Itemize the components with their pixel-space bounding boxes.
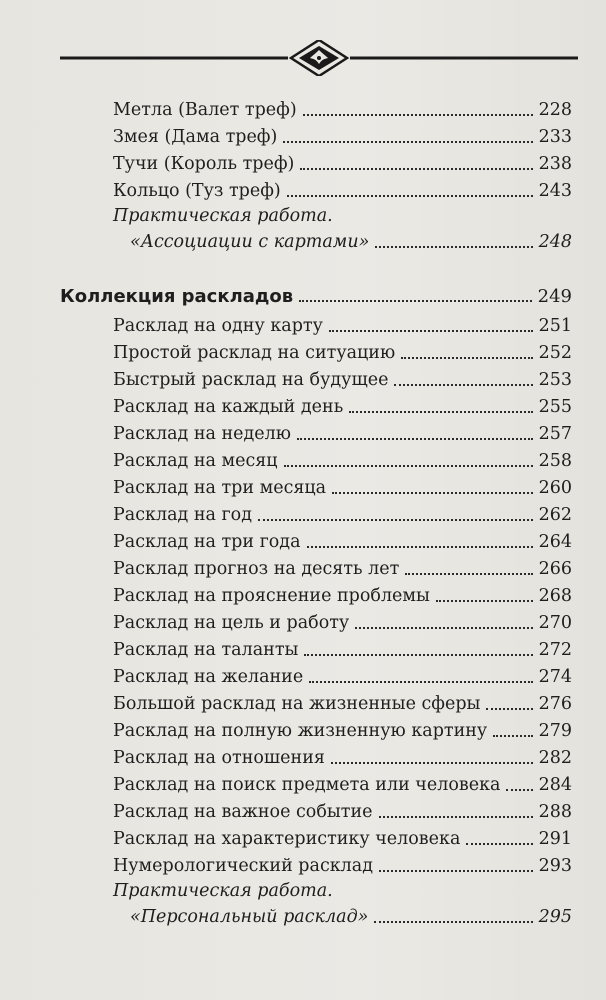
leader-dots	[375, 245, 532, 248]
entry-title: Расклад на месяц	[113, 450, 278, 471]
toc-entry[interactable]	[60, 825, 572, 852]
toc-entry[interactable]	[60, 744, 572, 771]
leader-dots	[307, 545, 533, 548]
toc-entry[interactable]	[60, 636, 572, 663]
practical-work-heading	[60, 204, 572, 228]
entry-title: Простой расклад на ситуацию	[113, 342, 396, 363]
toc-entry[interactable]	[60, 366, 572, 393]
section-title: Коллекция раскладов	[60, 285, 294, 307]
entry-page: 253	[538, 369, 572, 390]
toc-entry[interactable]	[60, 771, 572, 798]
leader-dots	[283, 140, 532, 143]
practical-label: Практическая работа.	[113, 881, 333, 901]
table-of-contents	[60, 96, 572, 930]
leader-dots	[486, 707, 532, 710]
leader-dots	[394, 383, 532, 386]
leader-dots	[379, 815, 533, 818]
toc-entry[interactable]	[60, 582, 572, 609]
toc-entry[interactable]	[60, 96, 572, 123]
entry-page: 252	[538, 342, 572, 363]
leader-dots	[303, 113, 533, 116]
leader-dots	[436, 599, 533, 602]
leader-dots	[506, 788, 532, 791]
entry-title: Расклад на три года	[113, 531, 301, 552]
entry-page: 276	[538, 693, 572, 714]
toc-entry[interactable]	[60, 663, 572, 690]
entry-title: Расклад на таланты	[113, 639, 299, 660]
entry-page: 272	[538, 639, 572, 660]
entry-title: Расклад прогноз на десять лет	[113, 558, 400, 579]
leader-dots	[329, 329, 533, 332]
entry-page: 274	[538, 666, 572, 687]
entry-page: 270	[538, 612, 572, 633]
toc-entry[interactable]	[60, 474, 572, 501]
entry-page: 288	[538, 801, 572, 822]
leader-dots	[355, 626, 532, 629]
entry-page: 264	[538, 531, 572, 552]
toc-entry[interactable]	[60, 717, 572, 744]
leader-dots	[374, 920, 532, 923]
practical-title: «Персональный расклад»	[130, 906, 369, 927]
entry-page: 284	[538, 774, 572, 795]
section-heading[interactable]	[60, 281, 572, 311]
leader-dots	[284, 464, 533, 467]
entry-title: Быстрый расклад на будущее	[113, 369, 389, 390]
entry-page: 258	[538, 450, 572, 471]
entry-page: 233	[538, 126, 572, 147]
toc-entry-practical[interactable]	[60, 903, 572, 930]
leader-dots	[332, 491, 532, 494]
leader-dots	[349, 410, 532, 413]
toc-entry[interactable]	[60, 339, 572, 366]
entry-list	[60, 312, 572, 879]
entry-title: Расклад на три месяца	[113, 477, 327, 498]
entry-page: 291	[538, 828, 572, 849]
entry-title: Тучи (Король треф)	[113, 153, 295, 174]
entry-page: 257	[538, 423, 572, 444]
entry-title: Расклад на важное событие	[113, 801, 373, 822]
entry-title: Расклад на цель и работу	[113, 612, 350, 633]
entry-title: Расклад на прояснение проблемы	[113, 585, 430, 606]
toc-entry[interactable]	[60, 447, 572, 474]
toc-entry[interactable]	[60, 690, 572, 717]
toc-entry[interactable]	[60, 393, 572, 420]
leader-dots	[466, 842, 532, 845]
entry-page: 243	[538, 180, 572, 201]
leader-dots	[258, 518, 533, 521]
entry-page: 228	[538, 99, 572, 120]
entry-title: Змея (Дама треф)	[113, 126, 278, 147]
entry-page: 262	[538, 504, 572, 525]
entry-page: 238	[538, 153, 572, 174]
leader-dots	[401, 356, 532, 359]
practical-title: «Ассоциации с картами»	[130, 231, 370, 252]
practical-work-heading	[60, 879, 572, 903]
entry-page: 248	[538, 231, 572, 252]
entry-title: Расклад на одну карту	[113, 315, 323, 336]
leader-dots	[331, 761, 533, 764]
entry-page: 260	[538, 477, 572, 498]
entry-title: Расклад на полную жизненную картину	[113, 720, 488, 741]
entry-title: Большой расклад на жизненные сферы	[113, 693, 481, 714]
entry-title: Кольцо (Туз треф)	[113, 180, 281, 201]
entry-page: 279	[538, 720, 572, 741]
entry-page: 293	[538, 855, 572, 876]
entry-page: 251	[538, 315, 572, 336]
entry-title: Нумерологический расклад	[113, 855, 374, 876]
entry-page: 255	[538, 396, 572, 417]
entry-title: Расклад на поиск предмета или человека	[113, 774, 501, 795]
toc-entry[interactable]	[60, 312, 572, 339]
leader-dots	[304, 653, 532, 656]
entry-title: Расклад на каждый день	[113, 396, 344, 417]
leader-dots	[287, 194, 533, 197]
toc-entry[interactable]	[60, 852, 572, 879]
toc-entry[interactable]	[60, 501, 572, 528]
leader-dots	[309, 680, 532, 683]
leader-dots	[300, 167, 532, 170]
leader-dots	[493, 734, 532, 737]
entry-page: 295	[538, 906, 572, 927]
entry-title: Расклад на желание	[113, 666, 304, 687]
entry-title: Расклад на год	[113, 504, 252, 525]
fleur-ornament-icon	[60, 40, 578, 76]
toc-entry-practical[interactable]	[60, 228, 572, 255]
toc-entry[interactable]	[60, 177, 572, 204]
toc-entry[interactable]	[60, 150, 572, 177]
leader-dots	[405, 572, 532, 575]
entry-title: Расклад на неделю	[113, 423, 291, 444]
entry-page: 268	[538, 585, 572, 606]
entry-title: Расклад на отношения	[113, 747, 325, 768]
leader-dots	[299, 299, 531, 302]
toc-entry[interactable]	[60, 798, 572, 825]
toc-entry[interactable]	[60, 123, 572, 150]
entry-page: 266	[538, 558, 572, 579]
leader-dots	[297, 437, 533, 440]
toc-entry[interactable]	[60, 609, 572, 636]
entry-page: 282	[538, 747, 572, 768]
toc-entry[interactable]	[60, 420, 572, 447]
section-page: 249	[537, 285, 572, 307]
leader-dots	[379, 869, 533, 872]
toc-entry[interactable]	[60, 555, 572, 582]
toc-entry[interactable]	[60, 528, 572, 555]
entry-title: Расклад на характеристику человека	[113, 828, 461, 849]
practical-label: Практическая работа.	[113, 206, 333, 226]
entry-title: Метла (Валет треф)	[113, 99, 297, 120]
